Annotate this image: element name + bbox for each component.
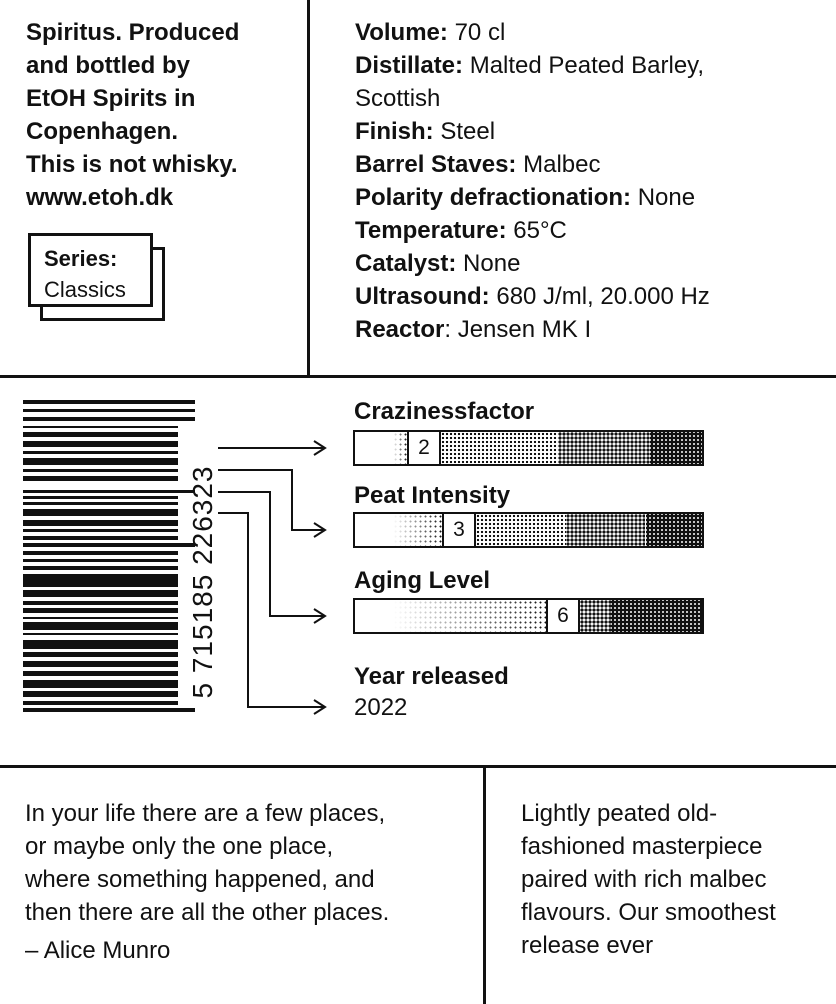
quote-author: – Alice Munro bbox=[25, 937, 171, 964]
meter-fill-high bbox=[441, 432, 702, 464]
meter-fill-low bbox=[393, 432, 407, 464]
intro-line: and bottled by bbox=[26, 52, 190, 79]
spec-key: Polarity defractionation: bbox=[355, 184, 632, 211]
intro-line: This is not whisky. bbox=[26, 151, 238, 178]
series-label: Series: bbox=[44, 246, 118, 271]
meter-aging-level bbox=[353, 598, 704, 634]
spec-key: Barrel Staves: bbox=[355, 151, 517, 178]
meter-fill-high bbox=[476, 514, 702, 546]
spec-key: Ultrasound: bbox=[355, 283, 490, 310]
spec-key: Temperature: bbox=[355, 217, 507, 244]
spec-value: Malted Peated Barley, bbox=[463, 52, 705, 79]
tasting-line: release ever bbox=[521, 932, 654, 959]
connector-aging-level bbox=[218, 492, 323, 616]
meter-value: 3 bbox=[442, 514, 476, 546]
year-released-value: 2022 bbox=[354, 694, 408, 721]
spec-key: Distillate: bbox=[355, 52, 464, 79]
spec-value: None bbox=[631, 184, 696, 211]
meter-value: 6 bbox=[546, 600, 580, 632]
spec-value: Malbec bbox=[516, 151, 601, 178]
series-value: Classics bbox=[44, 277, 126, 302]
quote-line: where something happened, and bbox=[25, 866, 375, 893]
tasting-line: paired with rich malbec bbox=[521, 866, 767, 893]
meter-fill-high bbox=[580, 600, 702, 632]
tasting-line: flavours. Our smoothest bbox=[521, 899, 776, 926]
tasting-line: fashioned masterpiece bbox=[521, 833, 763, 860]
spec-value: 680 J/ml, 20.000 Hz bbox=[489, 283, 710, 310]
spec-value: : Jensen MK I bbox=[444, 316, 592, 343]
website-link[interactable]: www.etoh.dk bbox=[26, 184, 174, 211]
meter-fill-low bbox=[393, 514, 442, 546]
spec-key: Reactor bbox=[355, 316, 445, 343]
intro-line: Copenhagen. bbox=[26, 118, 179, 145]
spec-value: None bbox=[456, 250, 521, 277]
intro-line: EtOH Spirits in bbox=[26, 85, 196, 112]
spec-key: Catalyst: bbox=[355, 250, 457, 277]
year-released-label: Year released bbox=[354, 663, 509, 690]
meter-peat-intensity bbox=[353, 512, 704, 548]
quote-line: then there are all the other places. bbox=[25, 899, 390, 926]
meter-title-crazinessfactor: Crazinessfactor bbox=[354, 398, 535, 425]
meter-title-aging-level: Aging Level bbox=[354, 567, 491, 594]
spec-value: Steel bbox=[433, 118, 496, 145]
quote-line: In your life there are a few places, bbox=[25, 800, 386, 827]
intro-line: Spiritus. Produced bbox=[26, 19, 240, 46]
spec-value: 70 cl bbox=[447, 19, 506, 46]
barcode-digits-text: 5 715185 226323 bbox=[187, 465, 218, 699]
spec-key: Volume: bbox=[355, 19, 448, 46]
tasting-note bbox=[521, 797, 826, 962]
meter-title-peat-intensity: Peat Intensity bbox=[354, 482, 511, 509]
spec-value: 65°C bbox=[506, 217, 567, 244]
spec-key: Finish: bbox=[355, 118, 434, 145]
tasting-line: Lightly peated old- bbox=[521, 800, 718, 827]
meter-fill-low bbox=[393, 600, 546, 632]
meter-crazinessfactor bbox=[353, 430, 704, 466]
meter-value: 2 bbox=[407, 432, 441, 464]
spec-value: Scottish bbox=[355, 85, 441, 112]
quote-line: or maybe only the one place, bbox=[25, 833, 334, 860]
quote bbox=[25, 797, 470, 929]
